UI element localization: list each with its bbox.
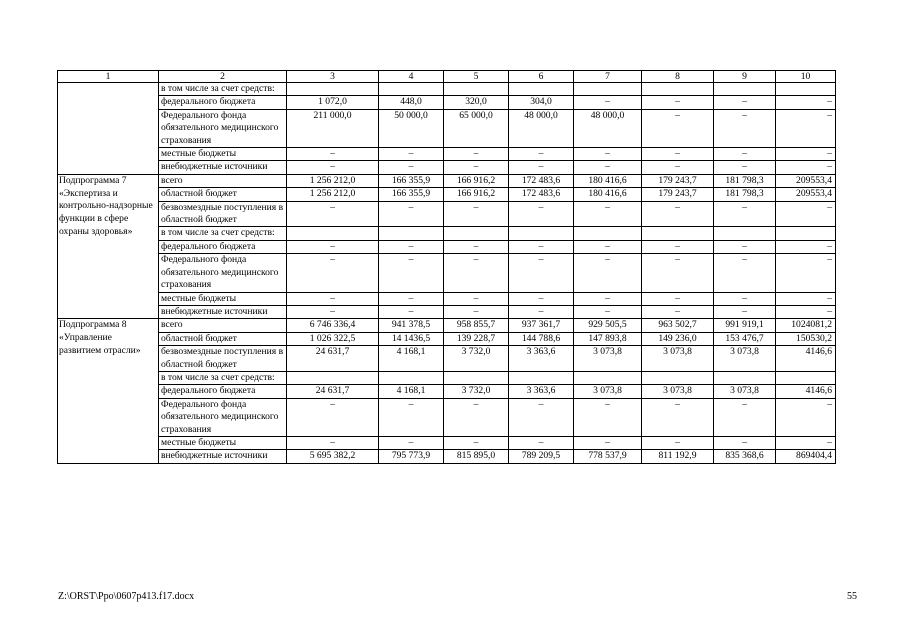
value-cell: 211 000,0 — [287, 109, 379, 147]
value-cell — [379, 227, 444, 240]
column-header-4: 4 — [379, 71, 444, 83]
value-cell: – — [379, 148, 444, 161]
value-cell: 3 363,6 — [509, 346, 574, 372]
value-cell: – — [714, 436, 776, 449]
subprogram-name — [58, 174, 159, 238]
table-body — [58, 83, 836, 464]
value-cell: 304,0 — [509, 96, 574, 109]
value-cell: – — [379, 436, 444, 449]
value-cell: – — [379, 254, 444, 292]
value-cell: – — [642, 201, 714, 227]
value-cell — [642, 227, 714, 240]
funding-source-label: всего — [159, 319, 287, 332]
value-cell — [379, 371, 444, 384]
table-row — [58, 227, 836, 240]
subprogram-cell — [58, 385, 159, 398]
funding-source-label: местные бюджеты — [159, 292, 287, 305]
value-cell: 937 361,7 — [509, 319, 574, 332]
value-cell: – — [574, 201, 642, 227]
value-cell: 180 416,6 — [574, 188, 642, 201]
subprogram-name-text: Подпрограмма 7 «Экспертиза и контрольно-надзорные функции в сфере охраны здоровья» — [59, 174, 153, 238]
table-row — [58, 371, 836, 384]
value-cell: 166 916,2 — [444, 174, 509, 187]
value-cell: 815 895,0 — [444, 450, 509, 463]
funding-source-label: внебюджетные источники — [159, 305, 287, 318]
value-cell: – — [574, 398, 642, 436]
value-cell: – — [642, 398, 714, 436]
table-row — [58, 305, 836, 318]
subprogram-cell — [58, 109, 159, 147]
value-cell: – — [379, 398, 444, 436]
value-cell — [509, 83, 574, 96]
subprogram-cell — [58, 305, 159, 318]
funding-source-label: федерального бюджета — [159, 96, 287, 109]
value-cell: – — [287, 398, 379, 436]
value-cell: – — [574, 305, 642, 318]
value-cell: – — [574, 148, 642, 161]
value-cell: – — [444, 254, 509, 292]
value-cell: – — [379, 292, 444, 305]
value-cell: – — [776, 292, 836, 305]
page-number: 55 — [847, 591, 857, 602]
value-cell: – — [714, 240, 776, 253]
value-cell: – — [379, 240, 444, 253]
column-header-2: 2 — [159, 71, 287, 83]
funding-source-label: областной бюджет — [159, 188, 287, 201]
value-cell — [509, 227, 574, 240]
value-cell — [287, 83, 379, 96]
value-cell: – — [714, 254, 776, 292]
value-cell: – — [776, 96, 836, 109]
subprogram-cell — [58, 161, 159, 174]
value-cell: – — [444, 398, 509, 436]
value-cell: 48 000,0 — [509, 109, 574, 147]
value-cell: 3 073,8 — [642, 385, 714, 398]
value-cell: – — [642, 254, 714, 292]
value-cell: – — [714, 305, 776, 318]
value-cell: – — [714, 148, 776, 161]
value-cell: – — [714, 109, 776, 147]
value-cell — [379, 83, 444, 96]
value-cell: – — [287, 436, 379, 449]
value-cell: 181 798,3 — [714, 174, 776, 187]
value-cell: 4 168,1 — [379, 385, 444, 398]
column-header-5: 5 — [444, 71, 509, 83]
funding-source-label: местные бюджеты — [159, 436, 287, 449]
value-cell: – — [509, 254, 574, 292]
value-cell: – — [509, 398, 574, 436]
value-cell — [642, 83, 714, 96]
funding-source-label: внебюджетные источники — [159, 161, 287, 174]
value-cell: – — [379, 201, 444, 227]
table-row — [58, 436, 836, 449]
value-cell: – — [379, 305, 444, 318]
funding-source-label: безвозмездные поступления в областной бюджет — [159, 201, 287, 227]
value-cell: – — [714, 292, 776, 305]
value-cell: 172 483,6 — [509, 174, 574, 187]
value-cell — [509, 371, 574, 384]
value-cell: 181 798,3 — [714, 188, 776, 201]
value-cell: 14 1436,5 — [379, 332, 444, 345]
value-cell: 172 483,6 — [509, 188, 574, 201]
subprogram-cell — [58, 371, 159, 384]
funding-source-label: Федерального фонда обязательного медицинского страхования — [159, 109, 287, 147]
value-cell: 4146,6 — [776, 346, 836, 372]
value-cell: 1 026 322,5 — [287, 332, 379, 345]
value-cell: 789 209,5 — [509, 450, 574, 463]
budget-table — [57, 70, 836, 464]
value-cell: 4146,6 — [776, 385, 836, 398]
value-cell — [714, 83, 776, 96]
value-cell: 778 537,9 — [574, 450, 642, 463]
table-header-row — [58, 71, 836, 83]
subprogram-cell — [58, 148, 159, 161]
value-cell: – — [776, 109, 836, 147]
value-cell — [776, 83, 836, 96]
value-cell: – — [574, 161, 642, 174]
value-cell: 4 168,1 — [379, 346, 444, 372]
column-header-9: 9 — [714, 71, 776, 83]
column-header-8: 8 — [642, 71, 714, 83]
funding-source-label: в том числе за счет средств: — [159, 83, 287, 96]
value-cell: – — [444, 292, 509, 305]
column-header-6: 6 — [509, 71, 574, 83]
funding-source-label: Федерального фонда обязательного медицинского страхования — [159, 398, 287, 436]
value-cell: 179 243,7 — [642, 174, 714, 187]
value-cell: – — [714, 96, 776, 109]
value-cell: 795 773,9 — [379, 450, 444, 463]
value-cell: – — [642, 240, 714, 253]
table-row — [58, 83, 836, 96]
funding-source-label: областной бюджет — [159, 332, 287, 345]
value-cell: 6 746 336,4 — [287, 319, 379, 332]
subprogram-cell — [58, 436, 159, 449]
value-cell: – — [444, 201, 509, 227]
value-cell: 1 072,0 — [287, 96, 379, 109]
funding-source-label: местные бюджеты — [159, 148, 287, 161]
value-cell: – — [444, 240, 509, 253]
value-cell: – — [509, 292, 574, 305]
value-cell — [642, 371, 714, 384]
value-cell: – — [642, 161, 714, 174]
value-cell: – — [509, 161, 574, 174]
value-cell: – — [509, 201, 574, 227]
value-cell — [714, 227, 776, 240]
funding-source-label: Федерального фонда обязательного медицинского страхования — [159, 254, 287, 292]
value-cell: – — [574, 96, 642, 109]
value-cell: – — [776, 240, 836, 253]
value-cell: – — [642, 305, 714, 318]
value-cell: 3 732,0 — [444, 346, 509, 372]
value-cell: 3 363,6 — [509, 385, 574, 398]
value-cell: 1 256 212,0 — [287, 174, 379, 187]
value-cell — [574, 227, 642, 240]
table-row — [58, 346, 836, 372]
value-cell: 869404,4 — [776, 450, 836, 463]
value-cell: – — [444, 436, 509, 449]
value-cell — [574, 371, 642, 384]
value-cell: 929 505,5 — [574, 319, 642, 332]
table-row — [58, 254, 836, 292]
value-cell: – — [642, 292, 714, 305]
table-row — [58, 450, 836, 463]
subprogram-cell — [58, 398, 159, 436]
table-row — [58, 332, 836, 345]
value-cell: 3 732,0 — [444, 385, 509, 398]
value-cell: – — [776, 305, 836, 318]
value-cell: 3 073,8 — [714, 346, 776, 372]
value-cell: – — [287, 305, 379, 318]
value-cell: – — [574, 254, 642, 292]
value-cell — [444, 371, 509, 384]
table-row — [58, 201, 836, 227]
value-cell: 50 000,0 — [379, 109, 444, 147]
value-cell: 3 073,8 — [714, 385, 776, 398]
value-cell: 166 355,9 — [379, 188, 444, 201]
value-cell: – — [509, 240, 574, 253]
value-cell: – — [287, 254, 379, 292]
value-cell — [287, 227, 379, 240]
value-cell: – — [574, 292, 642, 305]
value-cell: 991 919,1 — [714, 319, 776, 332]
value-cell: – — [776, 254, 836, 292]
value-cell: – — [574, 436, 642, 449]
value-cell: 5 695 382,2 — [287, 450, 379, 463]
funding-source-label: федерального бюджета — [159, 240, 287, 253]
value-cell: 320,0 — [444, 96, 509, 109]
value-cell: 1024081,2 — [776, 319, 836, 332]
value-cell: – — [509, 305, 574, 318]
value-cell: – — [714, 201, 776, 227]
table-row — [58, 319, 836, 332]
value-cell — [287, 371, 379, 384]
value-cell: – — [287, 161, 379, 174]
value-cell: 150530,2 — [776, 332, 836, 345]
column-header-3: 3 — [287, 71, 379, 83]
value-cell — [444, 83, 509, 96]
value-cell: – — [287, 240, 379, 253]
value-cell: – — [509, 436, 574, 449]
funding-source-label: федерального бюджета — [159, 385, 287, 398]
column-header-10: 10 — [776, 71, 836, 83]
funding-source-label: в том числе за счет средств: — [159, 371, 287, 384]
value-cell: 144 788,6 — [509, 332, 574, 345]
value-cell: – — [574, 240, 642, 253]
value-cell: 147 893,8 — [574, 332, 642, 345]
value-cell: – — [776, 201, 836, 227]
value-cell: 24 631,7 — [287, 385, 379, 398]
funding-source-label: безвозмездные поступления в областной бюджет — [159, 346, 287, 372]
value-cell: 3 073,8 — [574, 346, 642, 372]
value-cell — [776, 371, 836, 384]
table-row — [58, 161, 836, 174]
subprogram-cell — [58, 450, 159, 463]
table-row — [58, 174, 836, 187]
funding-source-label: внебюджетные источники — [159, 450, 287, 463]
value-cell — [776, 227, 836, 240]
subprogram-cell — [58, 254, 159, 292]
table-row — [58, 109, 836, 147]
value-cell: 448,0 — [379, 96, 444, 109]
table-row — [58, 188, 836, 201]
table-row — [58, 398, 836, 436]
value-cell: 153 476,7 — [714, 332, 776, 345]
value-cell: 180 416,6 — [574, 174, 642, 187]
subprogram-cell — [58, 83, 159, 96]
value-cell: 139 228,7 — [444, 332, 509, 345]
table-row — [58, 240, 836, 253]
value-cell: 835 368,6 — [714, 450, 776, 463]
value-cell: – — [287, 201, 379, 227]
column-header-7: 7 — [574, 71, 642, 83]
value-cell: – — [642, 96, 714, 109]
value-cell: 166 916,2 — [444, 188, 509, 201]
value-cell: – — [642, 436, 714, 449]
value-cell: 1 256 212,0 — [287, 188, 379, 201]
table-row — [58, 292, 836, 305]
value-cell: 209553,4 — [776, 188, 836, 201]
funding-source-label: всего — [159, 174, 287, 187]
value-cell: – — [509, 148, 574, 161]
value-cell — [444, 227, 509, 240]
value-cell: – — [776, 148, 836, 161]
value-cell: – — [714, 398, 776, 436]
value-cell: 149 236,0 — [642, 332, 714, 345]
value-cell: 811 192,9 — [642, 450, 714, 463]
value-cell: 209553,4 — [776, 174, 836, 187]
value-cell: – — [642, 148, 714, 161]
funding-source-label: в том числе за счет средств: — [159, 227, 287, 240]
value-cell: – — [776, 436, 836, 449]
value-cell: 65 000,0 — [444, 109, 509, 147]
value-cell: – — [444, 148, 509, 161]
value-cell: 3 073,8 — [642, 346, 714, 372]
value-cell: 179 243,7 — [642, 188, 714, 201]
value-cell: 3 073,8 — [574, 385, 642, 398]
value-cell: – — [714, 161, 776, 174]
value-cell: – — [642, 109, 714, 147]
value-cell: 941 378,5 — [379, 319, 444, 332]
value-cell: 958 855,7 — [444, 319, 509, 332]
value-cell: – — [287, 292, 379, 305]
value-cell: – — [776, 398, 836, 436]
value-cell: 24 631,7 — [287, 346, 379, 372]
value-cell — [574, 83, 642, 96]
subprogram-cell — [58, 96, 159, 109]
footer-file-path: Z:\ORST\Ppo\0607p413.f17.docx — [58, 591, 195, 602]
value-cell: 48 000,0 — [574, 109, 642, 147]
subprogram-cell — [58, 292, 159, 305]
subprogram-cell — [58, 240, 159, 253]
value-cell: – — [444, 161, 509, 174]
column-header-1: 1 — [58, 71, 159, 83]
value-cell: 963 502,7 — [642, 319, 714, 332]
value-cell: 166 355,9 — [379, 174, 444, 187]
value-cell: – — [287, 148, 379, 161]
table-row — [58, 385, 836, 398]
table-row — [58, 96, 836, 109]
subprogram-name-text: Подпрограмма 8 «Управление развитием отрасли» — [59, 319, 141, 356]
value-cell — [714, 371, 776, 384]
table-row — [58, 148, 836, 161]
value-cell: – — [444, 305, 509, 318]
value-cell: – — [379, 161, 444, 174]
value-cell: – — [776, 161, 836, 174]
subprogram-name — [58, 319, 159, 356]
